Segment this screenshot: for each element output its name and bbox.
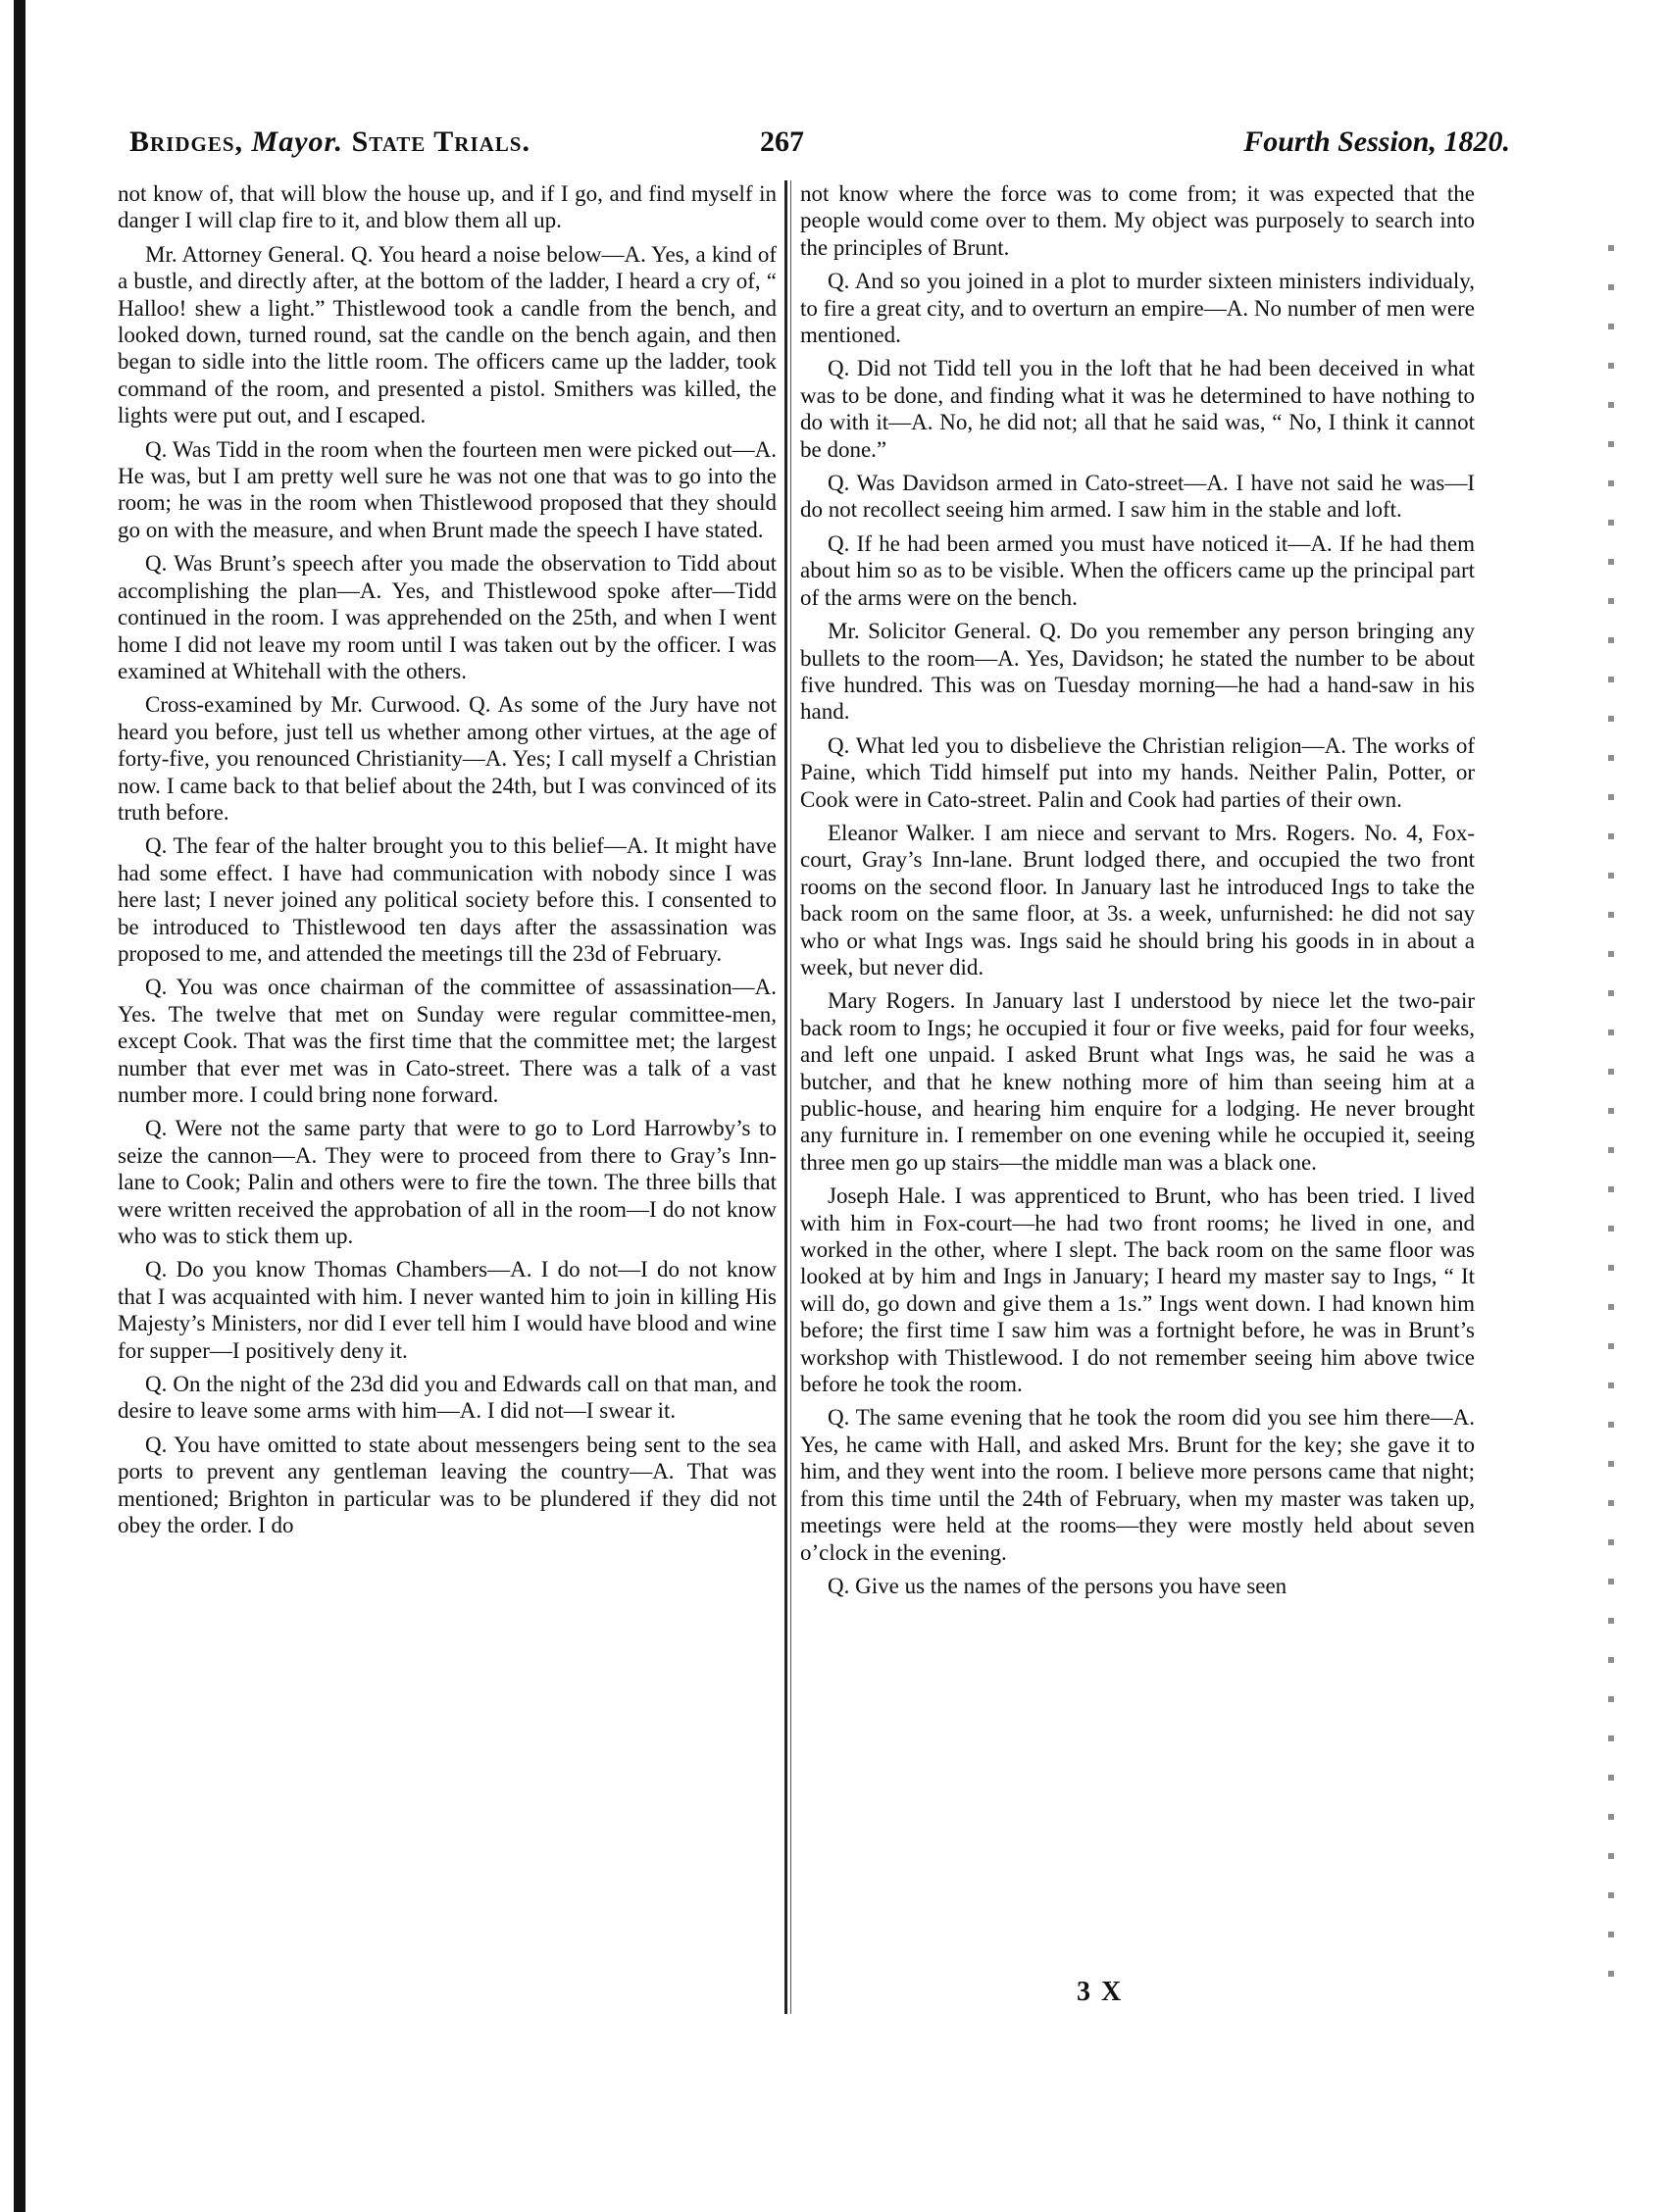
paragraph: Q. You was once chairman of the committee of assassination—A. Yes. The twelve that met on Sunday were regular committee-men, except Cook. That was the first time that the committee met; the largest number that ever met was in Cato-street. There was a talk of a vast number more. I could bring none forward. (118, 975, 777, 1107)
left-column (118, 180, 777, 1546)
paragraph: Q. The same evening that he took the room did you see him there—A. Yes, he came with Hall, and asked Mrs. Brunt for the key; she gave it to him, and they went into the room. I believe more persons came that night; from this time until the 24th of February, when my master was taken up, meetings were held at the rooms—they were mostly held about seven o’clock in the evening. (800, 1405, 1475, 1565)
paragraph: Q. Give us the names of the persons you have seen (828, 1573, 1287, 1598)
paragraph: Q. Was Tidd in the room when the fourteen men were picked out—A. He was, but I am pretty well sure he was not one that was to go into the room; he was in the room when Thistlewood proposed that they should go on with the measure, and when Brunt made the speech I have stated. (118, 436, 777, 542)
paragraph: Q. Was Brunt’s speech after you made the observation to Tidd about accomplishing the plan—A. Yes, and Thistlewood spoke after—Tidd continued in the room. I was apprehended on the 25th, and when I went home I did not leave my room until I was taken out by the officer. I was examined at Whitehall with the others. (118, 551, 777, 683)
running-head (118, 118, 1510, 167)
paragraph: Mr. Attorney General. Q. You heard a noise below—A. Yes, a kind of a bustle, and directly after, at the bottom of the ladder, I heard a cry of, “ Halloo! shew a light.” Thistlewood took a candle from the bench, and looked down, turned round, sat the candle on the bench again, and then began to sidle into the little room. The officers came up the ladder, took command of the room, and presented a pistol. Smithers was killed, the lights were put out, and I escaped. (118, 241, 777, 428)
running-head-prefix: Bridges, (129, 126, 244, 158)
running-head-suffix: State Trials. (351, 126, 530, 158)
paragraph: Joseph Hale. I was apprenticed to Brunt, who has been tried. I lived with him in Fox-court—he had two front rooms; he lived in one, and worked in the other, where I slept. The back room on the same floor was looked at by him and Ings in January; I heard my master say to Ings, “ It will do, go down and give them a 1s.” Ings went down. I had known him before; the first time I saw him was a fortnight before, he was in Brunt’s workshop with Thistlewood. I do not remember seeing him above twice before he took the room. (800, 1183, 1475, 1397)
running-head-mayor: Mayor. (251, 126, 344, 158)
right-column (800, 180, 1475, 1606)
running-head-left (129, 118, 530, 167)
paragraph: Q. Do you know Thomas Chambers—A. I do not—I do not know that I was acquainted with him. I never wanted him to join in killing His Majesty’s Ministers, nor did I ever tell him I would have blood and wine for supper—I positively deny it. (118, 1257, 777, 1363)
paragraph: Q. Did not Tidd tell you in the loft that he had been deceived in what was to be done, and finding what it was he determined to have nothing to do with it—A. No, he did not; all that he said was, “ No, I think it cannot be done.” (800, 356, 1475, 462)
paragraph: Q. And so you joined in a plot to murder sixteen ministers individualy, to fire a great city, and to overturn an empire—A. No number of men were mentioned. (800, 269, 1475, 348)
paragraph: Q. Were not the same party that were to go to Lord Harrowby’s to seize the cannon—A. They were to proceed from there to Gray’s Inn-lane to Cook; Palin and others were to fire the town. The three bills that were written received the approbation of all in the room—I do not know who was to stick them up. (118, 1116, 777, 1249)
scan-margin-marks (1608, 245, 1614, 2010)
paragraph: Mary Rogers. In January last I understood by niece let the two-pair back room to Ings; he occupied it four or five weeks, paid for four weeks, and left one unpaid. I asked Brunt what Ings was, he said he was a butcher, and that he knew nothing more of him than seeing him at a public-house, and hearing him enquire for a lodging. He never brought any furniture in. I remember on one evening while he occupied it, seeing three men go up stairs—the middle man was a black one. (800, 988, 1475, 1175)
paragraph: Q. What led you to disbelieve the Christian religion—A. The works of Paine, which Tidd himself put into my hands. Neither Palin, Potter, or Cook were in Cato-street. Palin and Cook had parties of their own. (800, 732, 1475, 812)
paragraph: Mr. Solicitor General. Q. Do you remember any person bringing any bullets to the room—A. Yes, Davidson; he stated the number to be about five hundred. This was on Tuesday morning—he had a hand-saw in his hand. (800, 619, 1475, 725)
column-rule (784, 180, 787, 2014)
paragraph: Q. If he had been armed you must have noticed it—A. If he had them about him so as to be visible. When the officers came up the principal part of the arms were on the bench. (800, 530, 1475, 610)
paragraph: Cross-examined by Mr. Curwood. Q. As some of the Jury have not heard you before, just tell us whether among other virtues, at the age of forty-five, you renounced Christianity—A. Yes; I call myself a Christian now. I came back to that belief about the 24th, but I was convinced of its truth before. (118, 692, 777, 825)
signature-mark: 3 X (1077, 1977, 1124, 2007)
paragraph: Q. You have omitted to state about messengers being sent to the sea ports to prevent any gentleman leaving the country—A. That was mentioned; Brighton in particular was to be plundered if they did not obey the order. I do (118, 1432, 777, 1538)
page-number: 267 (760, 126, 804, 158)
page-edge-shadow (14, 0, 25, 2212)
paragraph: Q. On the night of the 23d did you and Edwards call on that man, and desire to leave some arms with him—A. I did not—I swear it. (118, 1372, 777, 1424)
paragraph: Q. Was Davidson armed in Cato-street—A. I have not said he was—I do not recollect seeing him armed. I saw him in the stable and loft. (800, 471, 1475, 523)
running-head-right: Fourth Session, 1820. (1243, 126, 1510, 158)
paragraph: not know where the force was to come from; it was expected that the people would come over to them. My object was purposely to search into the principles of Brunt. (800, 181, 1475, 260)
paragraph: not know of, that will blow the house up, and if I go, and find myself in danger I will clap fire to it, and blow them all up. (118, 181, 777, 233)
paragraph: Eleanor Walker. I am niece and servant to Mrs. Rogers. No. 4, Fox-court, Gray’s Inn-lane. Brunt lodged there, and occupied the two front rooms on the second floor. In January last he introduced Ings to take the back room on the same floor, at 3s. a week, unfurnished: he did not say who or what Ings was. Ings said he should bring his goods in in about a week, but never did. (800, 820, 1475, 980)
column-rule-inner (790, 180, 791, 2014)
paragraph: Q. The fear of the halter brought you to this belief—A. It might have had some effect. I have had communication with nobody since I was here last; I never joined any political society before this. I consented to be introduced to Thistlewood ten days after the assassination was proposed to me, and attended the meetings till the 23d of February. (118, 833, 777, 966)
